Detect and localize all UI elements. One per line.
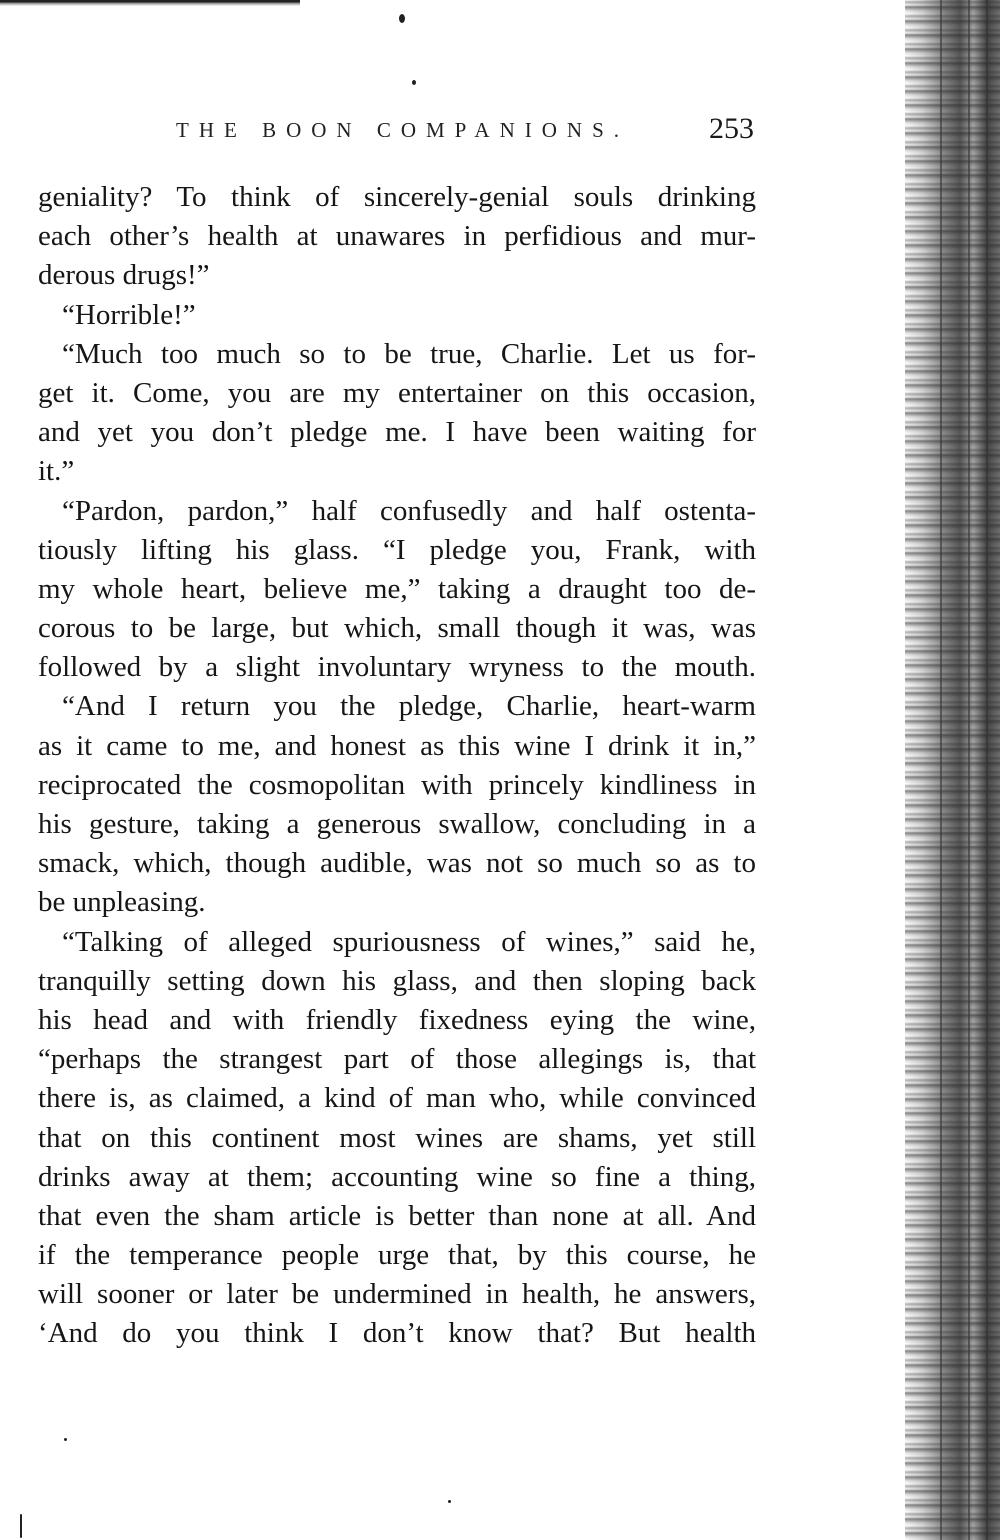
text-line: “Horrible!” [62, 298, 196, 331]
text-line: derous drugs!” [38, 259, 210, 292]
text-line: and yet you don’t pledge me. I have been waiting for [38, 416, 756, 449]
binding-line [940, 0, 942, 1540]
text-line: be unpleasing. [38, 886, 206, 919]
binding-line [986, 0, 988, 1540]
body-text [38, 178, 756, 1354]
running-title: THE BOON COMPANIONS. [176, 118, 630, 142]
binding-line [968, 0, 970, 1540]
text-line: geniality? To think of sincerely-genial souls drinking [38, 181, 756, 213]
ink-speck [64, 1438, 67, 1441]
text-line: his gesture, taking a generous swallow, concluding in a [38, 808, 756, 840]
text-line: tranquilly setting down his glass, and then sloping back [38, 964, 756, 997]
ink-speck [412, 80, 416, 85]
text-line: “perhaps the strangest part of those allegings is, that [38, 1043, 756, 1076]
text-line: corous to be large, but which, small though it was, was [38, 612, 756, 645]
text-line: it.” [38, 455, 75, 488]
scan-top-edge [0, 0, 300, 6]
text-line: “And I return you the pledge, Charlie, heart-warm [62, 690, 756, 723]
text-line: smack, which, though audible, was not so much so as to [38, 847, 756, 880]
text-line: drinks away at them; accounting wine so fine a thing, [38, 1160, 756, 1193]
text-line: reciprocated the cosmopolitan with princely kindliness in [38, 768, 756, 801]
text-line: “Pardon, pardon,” half confusedly and half ostenta- [62, 494, 756, 527]
text-line: each other’s health at unawares in perfidious and mur- [38, 220, 756, 253]
ink-speck [448, 1500, 451, 1503]
text-line: his head and with friendly fixedness eying the wine, [38, 1003, 756, 1036]
text-line: will sooner or later be undermined in health, he answers, [38, 1278, 756, 1311]
text-line: “Talking of alleged spuriousness of wines,” said he, [62, 925, 756, 958]
text-line: followed by a slight involuntary wryness to the mouth. [38, 651, 756, 684]
text-line: that even the sham article is better than none at all. And [38, 1199, 756, 1232]
text-line: ‘And do you think I don’t know that? But health [38, 1317, 756, 1350]
page-number: 253 [709, 112, 754, 145]
text-line: tiously lifting his glass. “I pledge you, Frank, with [38, 533, 756, 566]
text-line: “Much too much so to be true, Charlie. Let us for- [62, 337, 756, 370]
text-line: get it. Come, you are my entertainer on this occasion, [38, 376, 756, 409]
text-line: as it came to me, and honest as this wine I drink it in,” [38, 729, 756, 762]
text-line: there is, as claimed, a kind of man who, while convinced [38, 1082, 756, 1115]
text-line: if the temperance people urge that, by this course, he [38, 1239, 756, 1272]
ink-speck [20, 1514, 22, 1538]
ink-speck [399, 14, 405, 23]
text-line: my whole heart, believe me,” taking a draught too de- [38, 572, 756, 605]
text-line: that on this continent most wines are shams, yet still [38, 1121, 756, 1154]
running-head [38, 112, 758, 150]
